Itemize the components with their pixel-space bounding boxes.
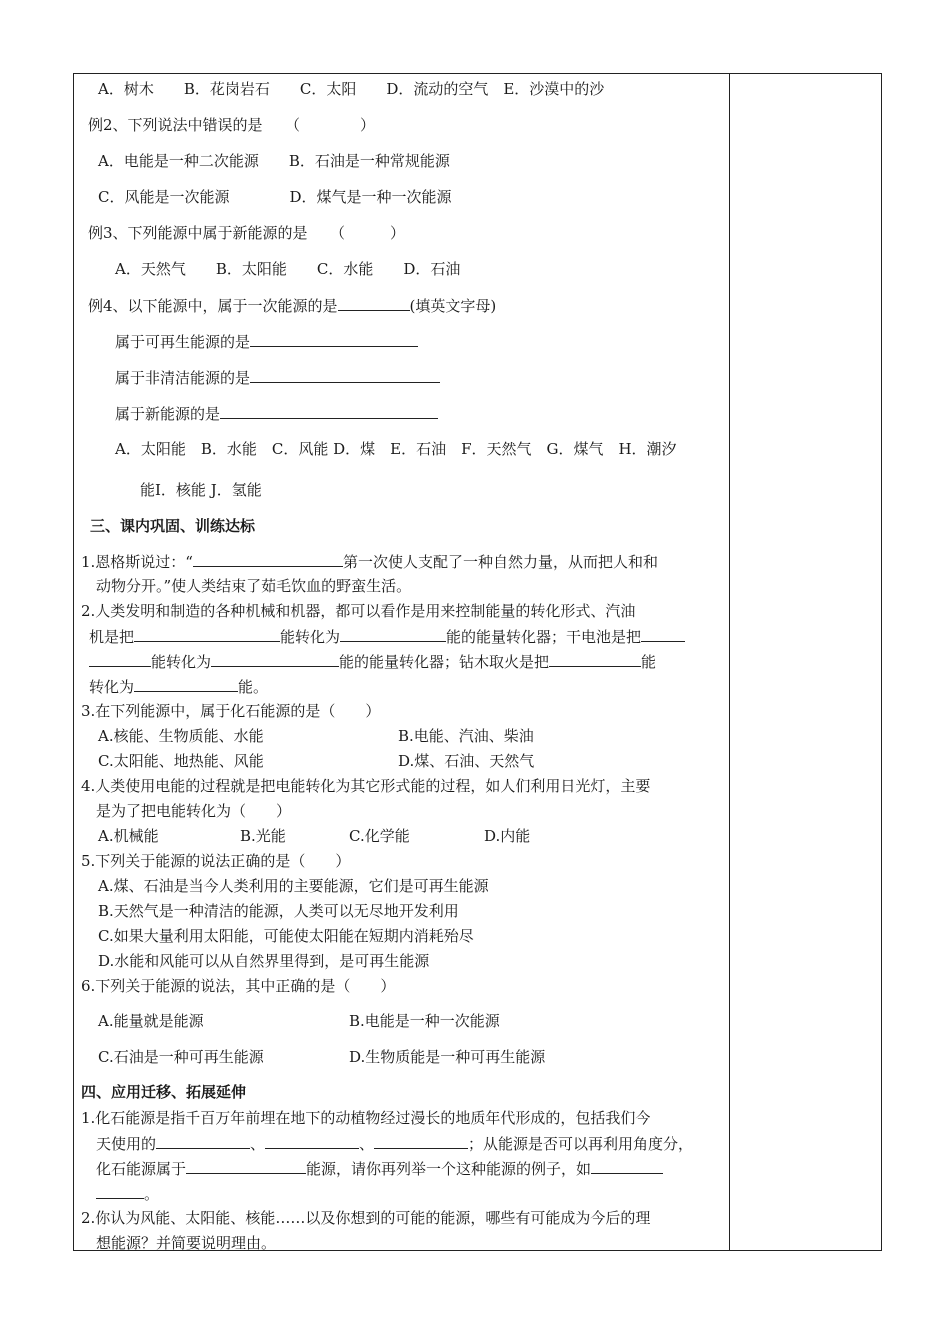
answer-blank[interactable]	[89, 651, 151, 667]
answer-blank[interactable]	[134, 626, 280, 642]
q6-option-a: A.能量就是能源	[98, 1012, 204, 1030]
q2-text: 能转化为	[280, 628, 341, 646]
answer-blank[interactable]	[641, 626, 685, 642]
q4-option-b: B.光能	[240, 827, 286, 845]
answer-blank[interactable]	[374, 1133, 468, 1149]
q5-option-a: A.煤、石油是当今人类利用的主要能源，它们是可再生能源	[98, 877, 489, 895]
p1-text: 、	[250, 1135, 266, 1153]
q2-text: 能的能量转化器；钻木取火是把	[339, 653, 550, 671]
q3-question: 3.在下列能源中，属于化石能源的是（ ）	[81, 702, 381, 720]
q2-text: 能	[641, 653, 657, 671]
example2-options-ab: A．电能是一种二次能源 B．石油是一种常规能源	[98, 152, 450, 170]
answer-blank[interactable]	[220, 403, 438, 419]
p2-line2: 想能源？并简要说明理由。	[96, 1234, 277, 1252]
answer-blank[interactable]	[156, 1133, 250, 1149]
q1-text-a: 1.恩格斯说过：“	[81, 553, 193, 571]
section3-title: 三、课内巩固、训练达标	[90, 517, 256, 535]
example4-options-line2: 能I．核能 J．氢能	[140, 481, 262, 499]
q1-line1	[81, 551, 658, 572]
q5-question: 5.下列关于能源的说法正确的是（ ）	[81, 852, 351, 870]
q6-option-c: C.石油是一种可再生能源	[98, 1048, 264, 1066]
example4-nonclean-text: 属于非清洁能源的是	[115, 369, 251, 387]
q5-option-c: C.如果大量利用太阳能，可能使太阳能在短期内消耗殆尽	[98, 927, 474, 945]
example4-question	[88, 295, 496, 316]
q2-line3	[89, 651, 656, 672]
answer-blank[interactable]	[591, 1158, 663, 1174]
q1-line2: 动物分开。”使人类结束了茹毛饮血的野蛮生活。	[96, 577, 412, 595]
example4-question-tail: (填英文字母)	[409, 297, 497, 315]
example4-nonclean	[115, 367, 440, 388]
q3-option-c: C.太阳能、地热能、风能	[98, 752, 264, 770]
section4-title: 四、应用迁移、拓展延伸	[81, 1083, 247, 1101]
p1-line4	[96, 1183, 159, 1204]
p1-text: ；从能源是否可以再利用角度分，	[468, 1135, 694, 1153]
p1-line1: 1.化石能源是指千百万年前埋在地下的动植物经过漫长的地质年代形成的，包括我们今	[81, 1109, 651, 1127]
answer-blank[interactable]	[549, 651, 641, 667]
p1-text: 、	[359, 1135, 375, 1153]
p1-line2	[96, 1133, 693, 1154]
example4-renewable-text: 属于可再生能源的是	[115, 333, 251, 351]
q6-option-d: D.生物质能是一种可再生能源	[349, 1048, 546, 1066]
answer-blank[interactable]	[134, 676, 238, 692]
answer-blank[interactable]	[250, 367, 440, 383]
p2-line1: 2.你认为风能、太阳能、核能……以及你想到的可能的能源，哪些有可能成为今后的理	[81, 1209, 651, 1227]
q4-option-c: C.化学能	[349, 827, 410, 845]
q5-option-d: D.水能和风能可以从自然界里得到，是可再生能源	[98, 952, 430, 970]
q4-option-a: A.机械能	[98, 827, 159, 845]
q3-option-a: A.核能、生物质能、水能	[98, 727, 264, 745]
example4-renewable	[115, 331, 418, 352]
p1-text: 。	[144, 1185, 160, 1203]
example4-new-text: 属于新能源的是	[115, 405, 221, 423]
q2-text: 转化为	[89, 678, 135, 696]
q6-question: 6.下列关于能源的说法，其中正确的是（ ）	[81, 977, 396, 995]
answer-blank[interactable]	[265, 1133, 359, 1149]
margin-column-divider	[729, 73, 730, 1251]
q2-text: 能。	[238, 678, 269, 696]
q4-option-d: D.内能	[484, 827, 531, 845]
example3-question: 例3、下列能源中属于新能源的是 （ ）	[88, 224, 406, 242]
example4-options-line1: A．太阳能 B．水能 C．风能 D．煤 E．石油 F．天然气 G．煤气 H．潮汐	[115, 440, 677, 458]
answer-blank[interactable]	[250, 331, 418, 347]
example4-new	[115, 403, 438, 424]
example2-question: 例2、下列说法中错误的是 （ ）	[88, 116, 376, 134]
example3-options: A．天然气 B．太阳能 C．水能 D．石油	[115, 260, 461, 278]
q6-option-b: B.电能是一种一次能源	[349, 1012, 500, 1030]
answer-blank[interactable]	[193, 551, 343, 567]
q3-option-d: D.煤、石油、天然气	[398, 752, 535, 770]
answer-blank[interactable]	[186, 1158, 306, 1174]
q2-line2	[89, 626, 685, 647]
q4-line1: 4.人类使用电能的过程就是把电能转化为其它形式能的过程，如人们利用日光灯，主要	[81, 777, 651, 795]
answer-blank[interactable]	[340, 626, 446, 642]
q1-text-b: 第一次使人支配了一种自然力量，从而把人和和	[342, 553, 658, 571]
p1-text: 化石能源属于	[96, 1160, 187, 1178]
p1-text: 天使用的	[96, 1135, 157, 1153]
p1-line3	[96, 1158, 663, 1179]
answer-blank[interactable]	[211, 651, 339, 667]
q2-line1: 2.人类发明和制造的各种机械和机器，都可以看作是用来控制能量的转化形式、汽油	[81, 602, 636, 620]
example2-options-cd: C．风能是一次能源 D．煤气是一种一次能源	[98, 188, 452, 206]
example1-options: A．树木 B．花岗岩石 C．太阳 D．流动的空气 E．沙漠中的沙	[98, 80, 605, 98]
q5-option-b: B.天然气是一种清洁的能源，人类可以无尽地开发利用	[98, 902, 459, 920]
answer-blank[interactable]	[338, 295, 410, 311]
q2-text: 能转化为	[151, 653, 212, 671]
p1-text: 能源，请你再列举一个这种能源的例子，如	[306, 1160, 592, 1178]
q3-option-b: B.电能、汽油、柴油	[398, 727, 534, 745]
q2-text: 机是把	[89, 628, 135, 646]
q2-text: 能的能量转化器；干电池是把	[446, 628, 642, 646]
example4-question-text: 例4、以下能源中，属于一次能源的是	[88, 297, 338, 315]
q2-line4	[89, 676, 268, 697]
q4-line2: 是为了把电能转化为（ ）	[96, 802, 292, 820]
answer-blank[interactable]	[96, 1183, 144, 1199]
